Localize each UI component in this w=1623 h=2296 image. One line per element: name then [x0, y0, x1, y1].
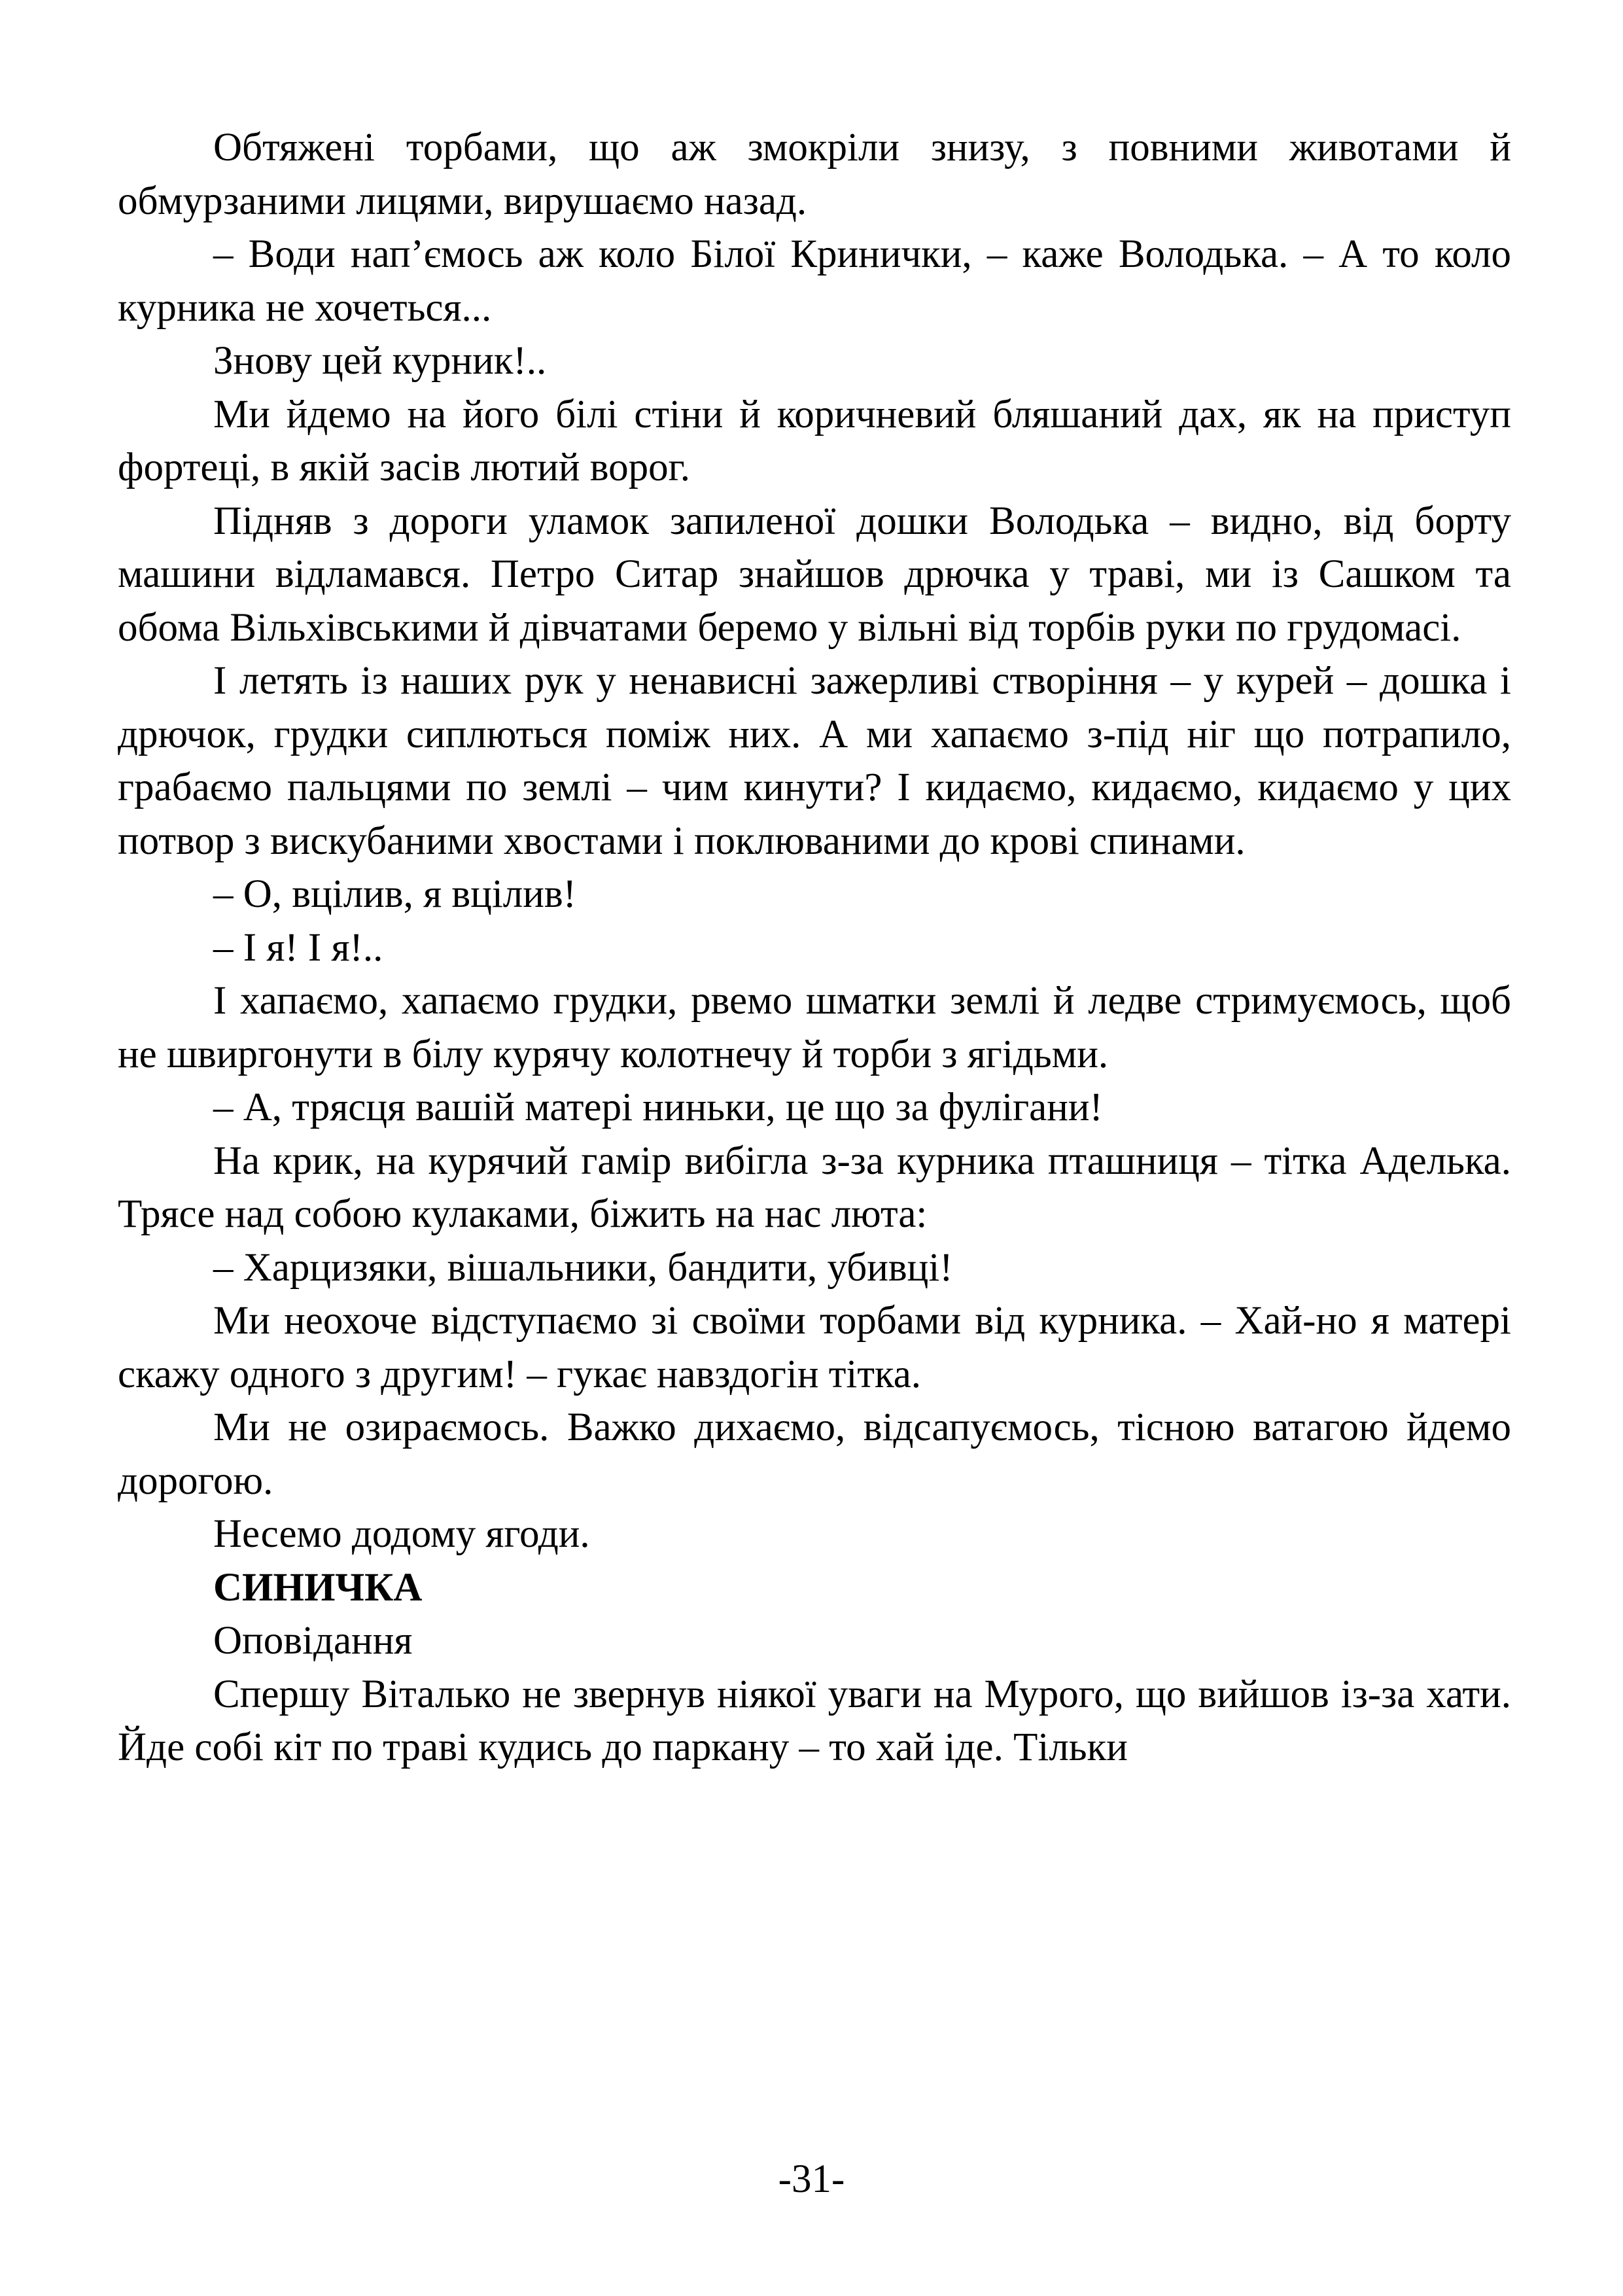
paragraph: І летять із наших рук у ненависні зажерливі створіння – у курей – дошка і дрючок, грудки сиплються поміж них. А ми хапаємо з-під ніг що потрапило, грабаємо пальцями по землі – чим кинути? І кидаємо, кидаємо, кидаємо у цих потвор з вискубаними хвостами і поклюваними до крові спинами.	[118, 659, 1511, 863]
paragraph: Знову цей курник!..	[213, 339, 547, 383]
story-first-paragraph: Спершу Віталько не звернув ніякої уваги на Мурого, що вийшов із-за хати. Йде собі кіт по траві кудись до паркану – то хай іде. Тільки	[118, 1672, 1511, 1769]
paragraph: – Харцизяки, вішальники, бандити, убивці!	[213, 1245, 953, 1290]
paragraph: – А, трясця вашій матері ниньки, це що за фулігани!	[213, 1086, 1103, 1129]
paragraph: – О, вцілив, я вцілив!	[213, 872, 576, 916]
paragraph: Обтяжені торбами, що аж змокріли знизу, з повними животами й обмурзаними лицями, вирушаємо назад.	[118, 126, 1511, 223]
paragraph: І хапаємо, хапаємо грудки, рвемо шматки землі й ледве стримуємось, щоб не швиргонути в білу курячу колотнечу й торби з ягідьми.	[118, 979, 1511, 1076]
story-title: СИНИЧКА	[213, 1565, 423, 1610]
paragraph: Несемо додому ягоди.	[213, 1512, 590, 1556]
paragraph: – І я! І я!..	[213, 925, 383, 970]
paragraph: Ми неохоче відступаємо зі своїми торбами від курника. – Хай-но я матері скажу одного з другим! – гукає навздогін тітка.	[118, 1299, 1511, 1396]
paragraph: На крик, на курячий гамір вибігла з-за курника пташниця – тітка Аделька. Трясе над собою кулаками, біжить на нас люта:	[118, 1139, 1511, 1236]
story-subtitle: Оповідання	[213, 1619, 413, 1663]
page-content	[118, 121, 1511, 1775]
paragraph: Ми йдемо на його білі стіни й коричневий бляшаний дах, як на приступ фортеці, в якій засів лютий ворог.	[118, 392, 1511, 489]
paragraph: Ми не озираємось. Важко дихаємо, відсапуємось, тісною ватагою йдемо дорогою.	[118, 1405, 1511, 1503]
paragraph: Підняв з дороги уламок запиленої дошки Володька – видно, від борту машини відламався. Петро Ситар знайшов дрючка у траві, ми із Сашком та обома Вільхівськими й дівчатами беремо у вільні від торбів руки по грудомасі.	[118, 499, 1511, 650]
page-number: -31-	[778, 2157, 845, 2201]
paragraph: – Води нап’ємось аж коло Білої Кринички, – каже Володька. – А то коло курника не хочеться...	[118, 232, 1511, 330]
